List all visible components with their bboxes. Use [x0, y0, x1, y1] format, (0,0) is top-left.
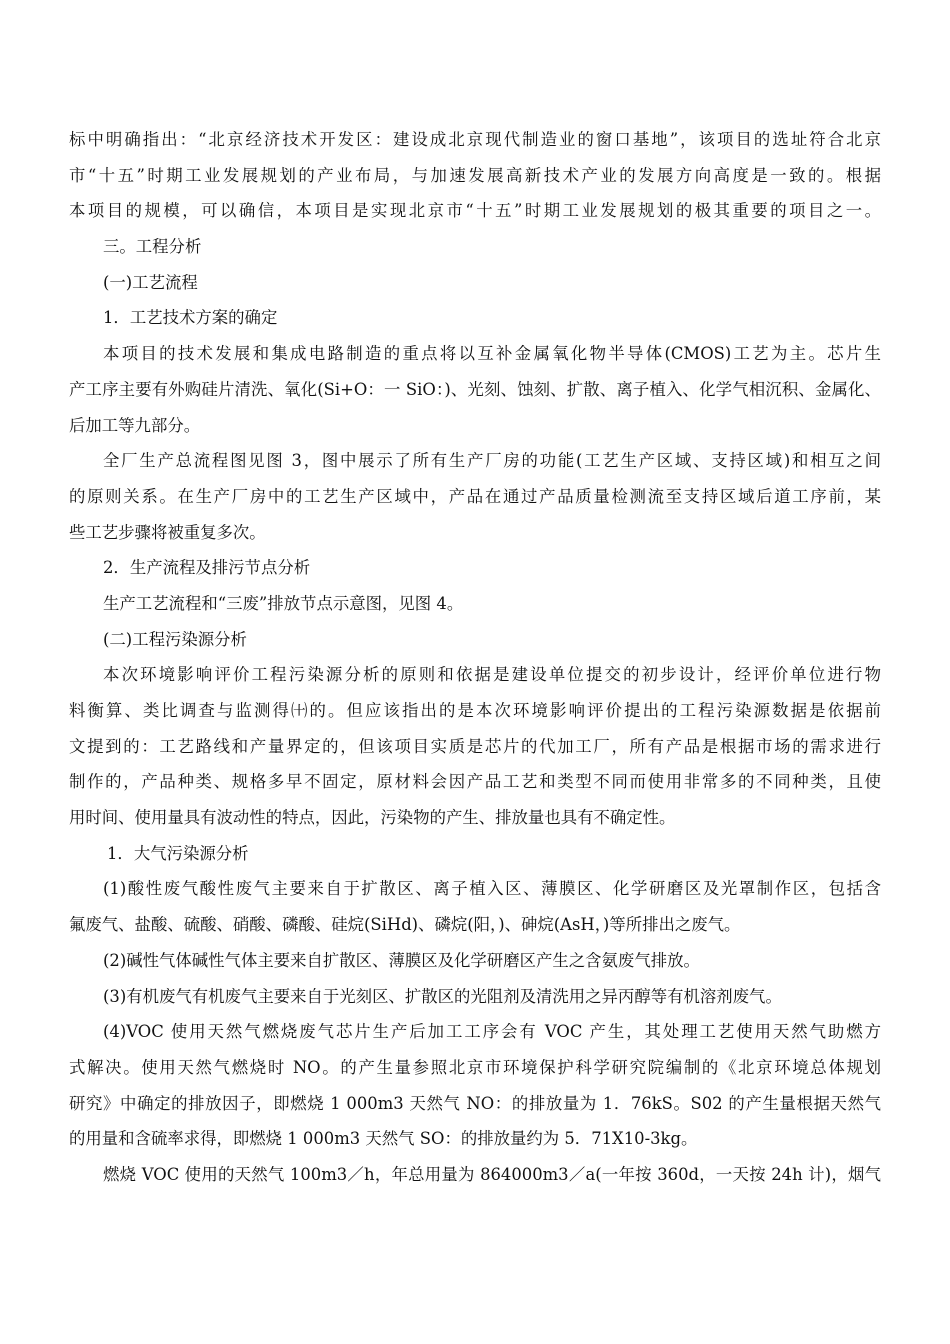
text-line: (4)VOC 使用天然气燃烧废气芯片生产后加工工序会有 VOC 产生，其处理工艺使用天然气助燃方: [103, 1022, 881, 1042]
text-line: 2．生产流程及排污节点分析: [103, 558, 311, 578]
text-line: 后加工等九部分。: [69, 415, 201, 435]
text-line: (二)工程污染源分析: [103, 629, 247, 649]
text-line: (3)有机废气有机废气主要来自于光刻区、扩散区的光阻剂及清洗用之异丙醇等有机溶剂废气。: [103, 986, 782, 1006]
text-line: 研究》中确定的排放因子，即燃烧 1 000m3 天然气 NO：的排放量为 1．76kS。S02 的产生量根据天然气: [69, 1093, 881, 1113]
text-line: (1)酸性废气酸性废气主要来自于扩散区、离子植入区、薄膜区、化学研磨区及光罩制作区，包括含: [103, 879, 881, 899]
text-line: 生产工艺流程和“三废”排放节点示意图，见图 4。: [103, 593, 464, 613]
text-line: 产工序主要有外购硅片清洗、氧化(Si+O：一 SiO：)、光刻、蚀刻、扩散、离子植入、化学气相沉积、金属化、: [69, 379, 881, 399]
text-line: 市“十五”时期工业发展规划的产业布局，与加速发展高新技术产业的发展方向高度是一致的。根据: [69, 165, 881, 185]
text-line: 全厂生产总流程图见图 3，图中展示了所有生产厂房的功能(工艺生产区域、支持区域)和相互之间: [103, 451, 881, 471]
text-line: 1．工艺技术方案的确定: [103, 308, 278, 328]
document-body: [69, 122, 881, 1193]
text-line: 本项目的规模，可以确信，本项目是实现北京市“十五”时期工业发展规划的极其重要的项目之一。: [69, 201, 881, 221]
text-line: (一)工艺流程: [103, 272, 198, 292]
text-line: 本次环境影响评价工程污染源分析的原则和依据是建设单位提交的初步设计，经评价单位进行物: [103, 665, 881, 685]
text-line: 三。工程分析: [103, 237, 202, 257]
text-line: 式解决。使用天然气燃烧时 NO。的产生量参照北京市环境保护科学研究院编制的《北京环境总体规划: [69, 1057, 881, 1077]
text-line: 氟废气、盐酸、硫酸、硝酸、磷酸、硅烷(SiHd)、磷烷(阳，)、砷烷(AsH，)等所排出之废气。: [69, 915, 741, 935]
text-line: 燃烧 VOC 使用的天然气 100m3／h，年总用量为 864000m3／a(一年按 360d，一天按 24h 计)，烟气: [103, 1164, 881, 1184]
text-line: 制作的，产品种类、规格多早不固定，原材料会因产品工艺和类型不同而使用非常多的不同种类，且使: [69, 772, 881, 792]
text-line: 文提到的：工艺路线和产量界定的，但该项目实质是芯片的代加工厂，所有产品是根据市场的需求进行: [69, 736, 881, 756]
text-line: 1．大气污染源分析: [107, 843, 249, 863]
text-line: 的原则关系。在生产厂房中的工艺生产区域中，产品在通过产品质量检测流至支持区域后道工序前，某: [69, 486, 881, 506]
text-line: 用时间、使用量具有波动性的特点，因此，污染物的产生、排放量也具有不确定性。: [69, 808, 676, 828]
text-line: 本项目的技术发展和集成电路制造的重点将以互补金属氧化物半导体(CMOS)工艺为主。芯片生: [103, 344, 881, 364]
text-line: 些工艺步骤将被重复多次。: [69, 522, 266, 542]
text-line: (2)碱性气体碱性气体主要来自扩散区、薄膜区及化学研磨区产生之含氨废气排放。: [103, 950, 700, 970]
text-line: 的用量和含硫率求得，即燃烧 1 000m3 天然气 SO：的排放量约为 5．71X10-3kg。: [69, 1129, 698, 1149]
text-line: 料衡算、类比调查与监测得㈩的。但应该指出的是本次环境影响评价提出的工程污染源数据是依据前: [69, 701, 881, 720]
text-line: 标中明确指出：“北京经济技术开发区：建设成北京现代制造业的窗口基地”，该项目的选址符合北京: [69, 130, 881, 149]
